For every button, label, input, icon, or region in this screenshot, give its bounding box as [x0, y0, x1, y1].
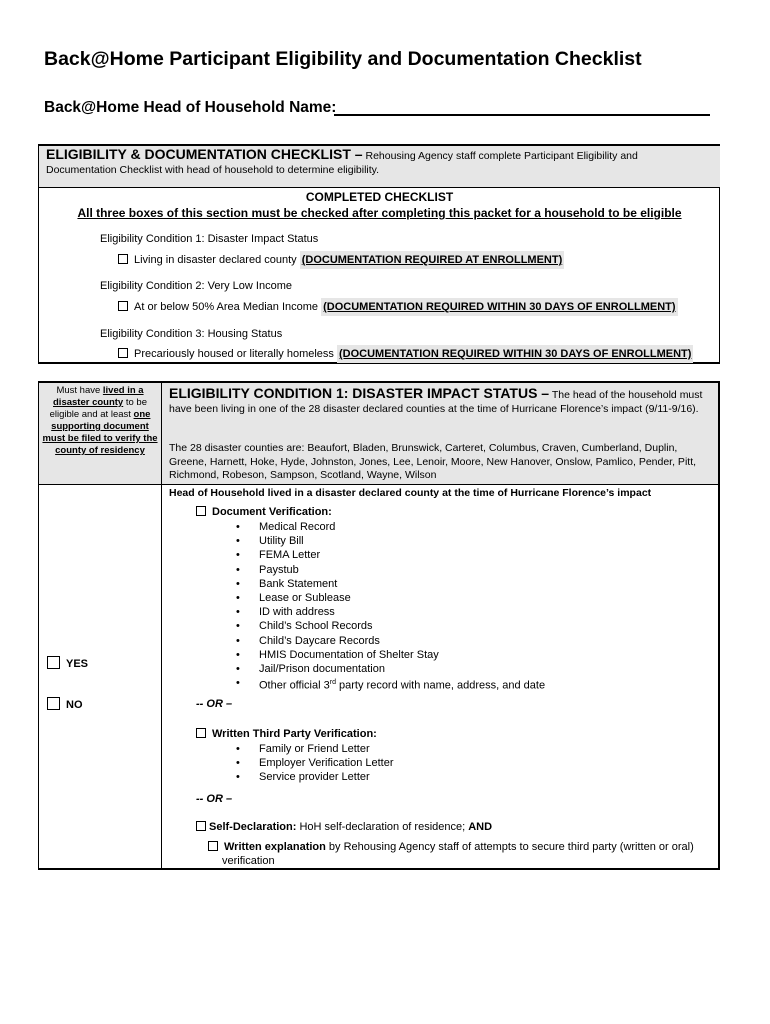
- list-item: [236, 676, 545, 693]
- condition-3-item[interactable]: [118, 348, 693, 360]
- column-divider: [161, 383, 162, 868]
- note-part: lived in a disaster county: [53, 385, 144, 408]
- hoh-name-field[interactable]: [334, 114, 710, 116]
- condition-1-label: Eligibility Condition 1: Disaster Impact Status: [100, 233, 319, 245]
- condition-2-label: Eligibility Condition 2: Very Low Income: [100, 280, 292, 292]
- list-item: • Service provider Letter: [236, 770, 394, 784]
- hoh-name-label: Back@Home Head of Household Name:: [44, 99, 337, 116]
- condition-1-heading-title: ELIGIBILITY CONDITION 1: DISASTER IMPACT STATUS: [169, 385, 538, 401]
- other-doc-sup: rd: [329, 679, 336, 687]
- no-option[interactable]: [47, 697, 83, 711]
- checklist-heading-title: ELIGIBILITY & DOCUMENTATION CHECKLIST –: [46, 146, 363, 162]
- completed-checklist-instruction: All three boxes of this section must be checked after completing this packet for a household to be eligible: [77, 206, 682, 220]
- list-item: • Child’s School Records: [236, 619, 545, 633]
- document-verification-option[interactable]: [196, 506, 332, 518]
- or-separator: -- OR –: [196, 698, 233, 710]
- checkbox-icon[interactable]: [118, 301, 128, 311]
- list-item: • Child’s Daycare Records: [236, 634, 545, 648]
- list-item: • Lease or Sublease: [236, 591, 545, 605]
- condition-3-requirement: (DOCUMENTATION REQUIRED WITHIN 30 DAYS OF ENROLLMENT): [337, 345, 693, 363]
- third-party-label: Written Third Party Verification:: [212, 728, 377, 740]
- condition-2-item[interactable]: [118, 301, 678, 313]
- checklist-heading: [46, 147, 706, 177]
- list-item: • Bank Statement: [236, 577, 545, 591]
- condition-2-text: At or below 50% Area Median Income: [134, 301, 322, 313]
- other-doc-text: Other official 3: [259, 679, 330, 692]
- checkbox-icon[interactable]: [196, 821, 206, 831]
- checkbox-icon[interactable]: [196, 728, 206, 738]
- counties-list: The 28 disaster counties are: Beaufort, Bladen, Brunswick, Carteret, Columbus, Craven, Cumberland, Duplin, Greene, Harnett, Hoke, Hyde, Johnston, Jones, Lee, Lenoir, Moore, New Hanover, Onslow, Pamlico, Pender, Pitt, Richmond, Robeson, Sampson, Scotland, Wayne, Wilson: [169, 442, 697, 481]
- list-item: • FEMA Letter: [236, 548, 545, 562]
- checkbox-icon[interactable]: [118, 254, 128, 264]
- condition-1-heading-note: The head of the household must have been living in one of the 28 disaster declared counties at the time of Hurricane Florence’s impact (9/11-9/16).: [169, 389, 703, 415]
- and-label: AND: [468, 821, 493, 833]
- condition-1-text: Living in disaster declared county: [134, 254, 300, 266]
- condition-3-label: Eligibility Condition 3: Housing Status: [100, 328, 283, 340]
- note-part: Must have: [56, 385, 103, 396]
- condition-1-item[interactable]: [118, 254, 564, 266]
- condition-1-heading: [169, 386, 714, 416]
- checkbox-icon[interactable]: [47, 656, 60, 669]
- list-item: • Paystub: [236, 563, 545, 577]
- condition-1-requirement: (DOCUMENTATION REQUIRED AT ENROLLMENT): [300, 251, 565, 269]
- list-item: • Employer Verification Letter: [236, 756, 394, 770]
- yes-label: YES: [66, 658, 89, 670]
- page-title: Back@Home Participant Eligibility and Documentation Checklist: [44, 48, 642, 70]
- hoh-lived-statement: Head of Household lived in a disaster declared county at the time of Hurricane Florence’s impact: [169, 487, 652, 499]
- list-item: • Family or Friend Letter: [236, 742, 394, 756]
- note-part: to be eligible and at least: [49, 397, 147, 420]
- no-label: NO: [66, 699, 83, 711]
- third-party-list: [236, 742, 394, 785]
- yes-option[interactable]: [47, 656, 88, 670]
- condition-2-requirement: (DOCUMENTATION REQUIRED WITHIN 30 DAYS OF ENROLLMENT): [321, 298, 677, 316]
- checkbox-icon[interactable]: [196, 506, 206, 516]
- checklist-heading-note: Rehousing Agency staff complete Participant Eligibility and Documentation Checklist with head of household to determine eligibility.: [46, 150, 638, 176]
- written-explanation-text: by Rehousing Agency staff of attempts to secure third party (written or oral) verification: [222, 841, 694, 867]
- self-declaration-text: HoH self-declaration of residence;: [296, 821, 469, 833]
- third-party-verification-option[interactable]: [196, 728, 377, 740]
- list-item: • Utility Bill: [236, 534, 545, 548]
- document-list: [236, 520, 545, 693]
- other-doc-text: party record with name, address, and date: [335, 679, 546, 692]
- heading-dash: –: [537, 385, 550, 401]
- checkbox-icon[interactable]: [208, 841, 218, 851]
- self-declaration-label: Self-Declaration:: [209, 821, 297, 833]
- note-part: one supporting document must be filed to verify the county of residency: [42, 409, 158, 456]
- or-separator: -- OR –: [196, 793, 233, 805]
- requirement-note: [40, 385, 160, 457]
- written-explanation-option[interactable]: [208, 841, 727, 868]
- condition-3-text: Precariously housed or literally homeless: [134, 348, 337, 360]
- completed-checklist-title: COMPLETED CHECKLIST: [305, 190, 454, 204]
- self-declaration-option[interactable]: [196, 821, 492, 833]
- list-item: • ID with address: [236, 605, 545, 619]
- row-divider: [39, 484, 720, 485]
- list-item: • Medical Record: [236, 520, 545, 534]
- list-item: • HMIS Documentation of Shelter Stay: [236, 648, 545, 662]
- document-verification-label: Document Verification:: [212, 506, 332, 518]
- checkbox-icon[interactable]: [118, 348, 128, 358]
- written-explanation-label: Written explanation: [224, 841, 326, 853]
- list-item: • Jail/Prison documentation: [236, 662, 545, 676]
- checkbox-icon[interactable]: [47, 697, 60, 710]
